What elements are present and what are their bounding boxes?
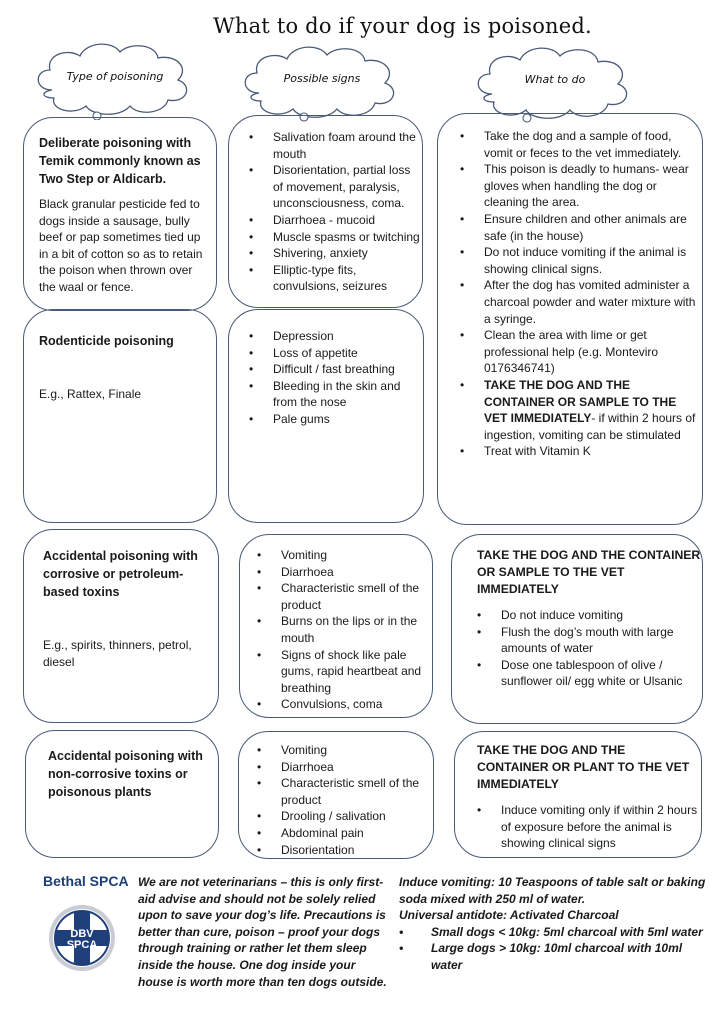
type-title: Accidental poisoning with corrosive or petroleum-based toxins [43, 549, 198, 599]
sign-item: • Convulsions, coma [257, 696, 429, 713]
sign-item: • Characteristic smell of the product [257, 580, 429, 613]
action-list [477, 607, 701, 690]
sign-item: • Bleeding in the skin and from the nose [249, 378, 419, 411]
signs-box-temik [228, 115, 423, 308]
signs-list [249, 328, 419, 428]
sign-item: • Disorientation, partial loss of movement, paralysis, unconsciousness, coma. [249, 162, 421, 212]
cloud-type-of-poisoning [30, 40, 200, 120]
sign-item: • Drooling / salivation [257, 808, 429, 825]
action-item: • Clean the area with lime or get professional help (e.g. Monteviro 0176346741) [460, 327, 696, 377]
signs-box-rodenticide [228, 309, 424, 523]
action-item: • Dose one tablespoon of olive / sunflower oil/ egg white or Ulsanic [477, 657, 701, 690]
type-box-plants [25, 730, 219, 858]
type-box-corrosive [23, 529, 219, 723]
type-title: Deliberate poisoning with Temik commonly known as Two Step or Aldicarb. [39, 136, 201, 186]
sign-item: • Signs of shock like pale gums, rapid heartbeat and breathing [257, 647, 429, 697]
sign-item: • Shivering, anxiety [249, 245, 421, 262]
action-item: • Treat with Vitamin K [460, 443, 696, 460]
spca-cross-icon [47, 903, 117, 973]
dbv-spca-logo [47, 903, 117, 973]
action-item: • Do not induce vomiting [477, 607, 701, 624]
sign-item: • Burns on the lips or in the mouth [257, 613, 429, 646]
disclaimer-text: We are not veterinarians – this is only first-aid advise and should not be solely relied upon to save your dog’s life. Precautions is better than cure, poison – proof your dogs through training or rather let them sleep inside the house. One dog inside your house is worth more than ten dogs outside. [138, 875, 387, 989]
action-box-corrosive [451, 534, 703, 724]
action-item: • After the dog has vomited administer a charcoal powder and water mixture with a syringe. [460, 277, 696, 327]
signs-header: Possible signs [283, 72, 361, 85]
cloud-what-to-do [470, 44, 640, 124]
title-text: What to do if your dog is poisoned. [213, 14, 592, 38]
action-box-plants [454, 731, 702, 858]
sign-item: • Loss of appetite [249, 345, 419, 362]
dosing-info [399, 874, 709, 974]
sign-item: • Depression [249, 328, 419, 345]
action-header: What to do [524, 73, 586, 86]
action-item-urgent [460, 377, 696, 443]
brand-name: Bethal SPCA [43, 873, 129, 889]
type-box-rodenticide [23, 309, 217, 523]
sign-item: • Vomiting [257, 547, 429, 564]
action-item: • Ensure children and other animals are safe (in the house) [460, 211, 696, 244]
sign-item: • Disorientation [257, 842, 429, 859]
action-item: • Induce vomiting only if within 2 hours of exposure before the animal is showing clinical signs [477, 802, 699, 852]
sign-item: • Salivation foam around the mouth [249, 129, 421, 162]
induce-vomiting-text: Induce vomiting: 10 Teaspoons of table salt or baking soda mixed with 250 ml of water. [399, 875, 706, 906]
sign-item: • Muscle spasms or twitching [249, 229, 421, 246]
logo-text-dbv: DBV [70, 928, 94, 940]
sign-item: • Characteristic smell of the product [257, 775, 429, 808]
sign-item: • Abdominal pain [257, 825, 429, 842]
action-item: • Take the dog and a sample of food, vomit or feces to the vet immediately. [460, 128, 696, 161]
type-box-temik [23, 117, 217, 311]
action-heading: TAKE THE DOG AND THE CONTAINER OR SAMPLE TO THE VET IMMEDIATELY [477, 548, 701, 596]
cloud-possible-signs [237, 43, 407, 123]
signs-box-corrosive [239, 534, 433, 718]
urgent-text: TAKE THE DOG AND THE CONTAINER OR SAMPLE TO THE VET IMMEDIATELY [484, 377, 677, 426]
sign-item: • Diarrhoea [257, 759, 429, 776]
type-header: Type of poisoning [66, 70, 164, 83]
action-item: • Do not induce vomiting if the animal is showing clinical signs. [460, 244, 696, 277]
type-title: Rodenticide poisoning [39, 334, 174, 348]
action-item: • This poison is deadly to humans- wear gloves when handling the dog or cleaning the area. [460, 161, 696, 211]
type-title: Accidental poisoning with non-corrosive toxins or poisonous plants [48, 749, 203, 799]
logo-text-spca: SPCA [66, 939, 98, 951]
signs-list [249, 129, 421, 295]
page-title [0, 14, 715, 38]
dosing-list [399, 924, 709, 974]
type-description: E.g., Rattex, Finale [39, 387, 142, 401]
sign-item: • Elliptic-type fits, convulsions, seizures [249, 262, 421, 295]
sign-item: • Vomiting [257, 742, 429, 759]
sign-item: • Pale gums [249, 411, 419, 428]
signs-list [257, 547, 429, 713]
sign-item: • Difficult / fast breathing [249, 361, 419, 378]
urgent-tail: - if within 2 hours of ingestion, vomiting can be stimulated [484, 411, 696, 442]
action-list [477, 802, 699, 852]
signs-list [257, 742, 429, 858]
sign-item: • Diarrhoea - mucoid [249, 212, 421, 229]
action-item: • Flush the dog’s mouth with large amounts of water [477, 624, 701, 657]
sign-item: • Diarrhoea [257, 564, 429, 581]
type-description: Black granular pesticide fed to dogs inside a sausage, bully beef or pap sometimes tied up in a bit of cotton so as to retain the poison when thrown over the waal or fence. [39, 197, 203, 294]
dosing-item: • Small dogs < 10kg: 5ml charcoal with 5ml water [399, 924, 709, 941]
antidote-text: Universal antidote: Activated Charcoal [399, 908, 619, 923]
action-list [460, 128, 696, 460]
action-box-combined [437, 113, 703, 525]
dosing-item: • Large dogs > 10kg: 10ml charcoal with 10ml water [399, 940, 709, 973]
type-description: E.g., spirits, thinners, petrol, diesel [43, 638, 192, 669]
signs-box-plants [238, 731, 434, 859]
action-heading: TAKE THE DOG AND THE CONTAINER OR PLANT TO THE VET IMMEDIATELY [477, 743, 690, 791]
